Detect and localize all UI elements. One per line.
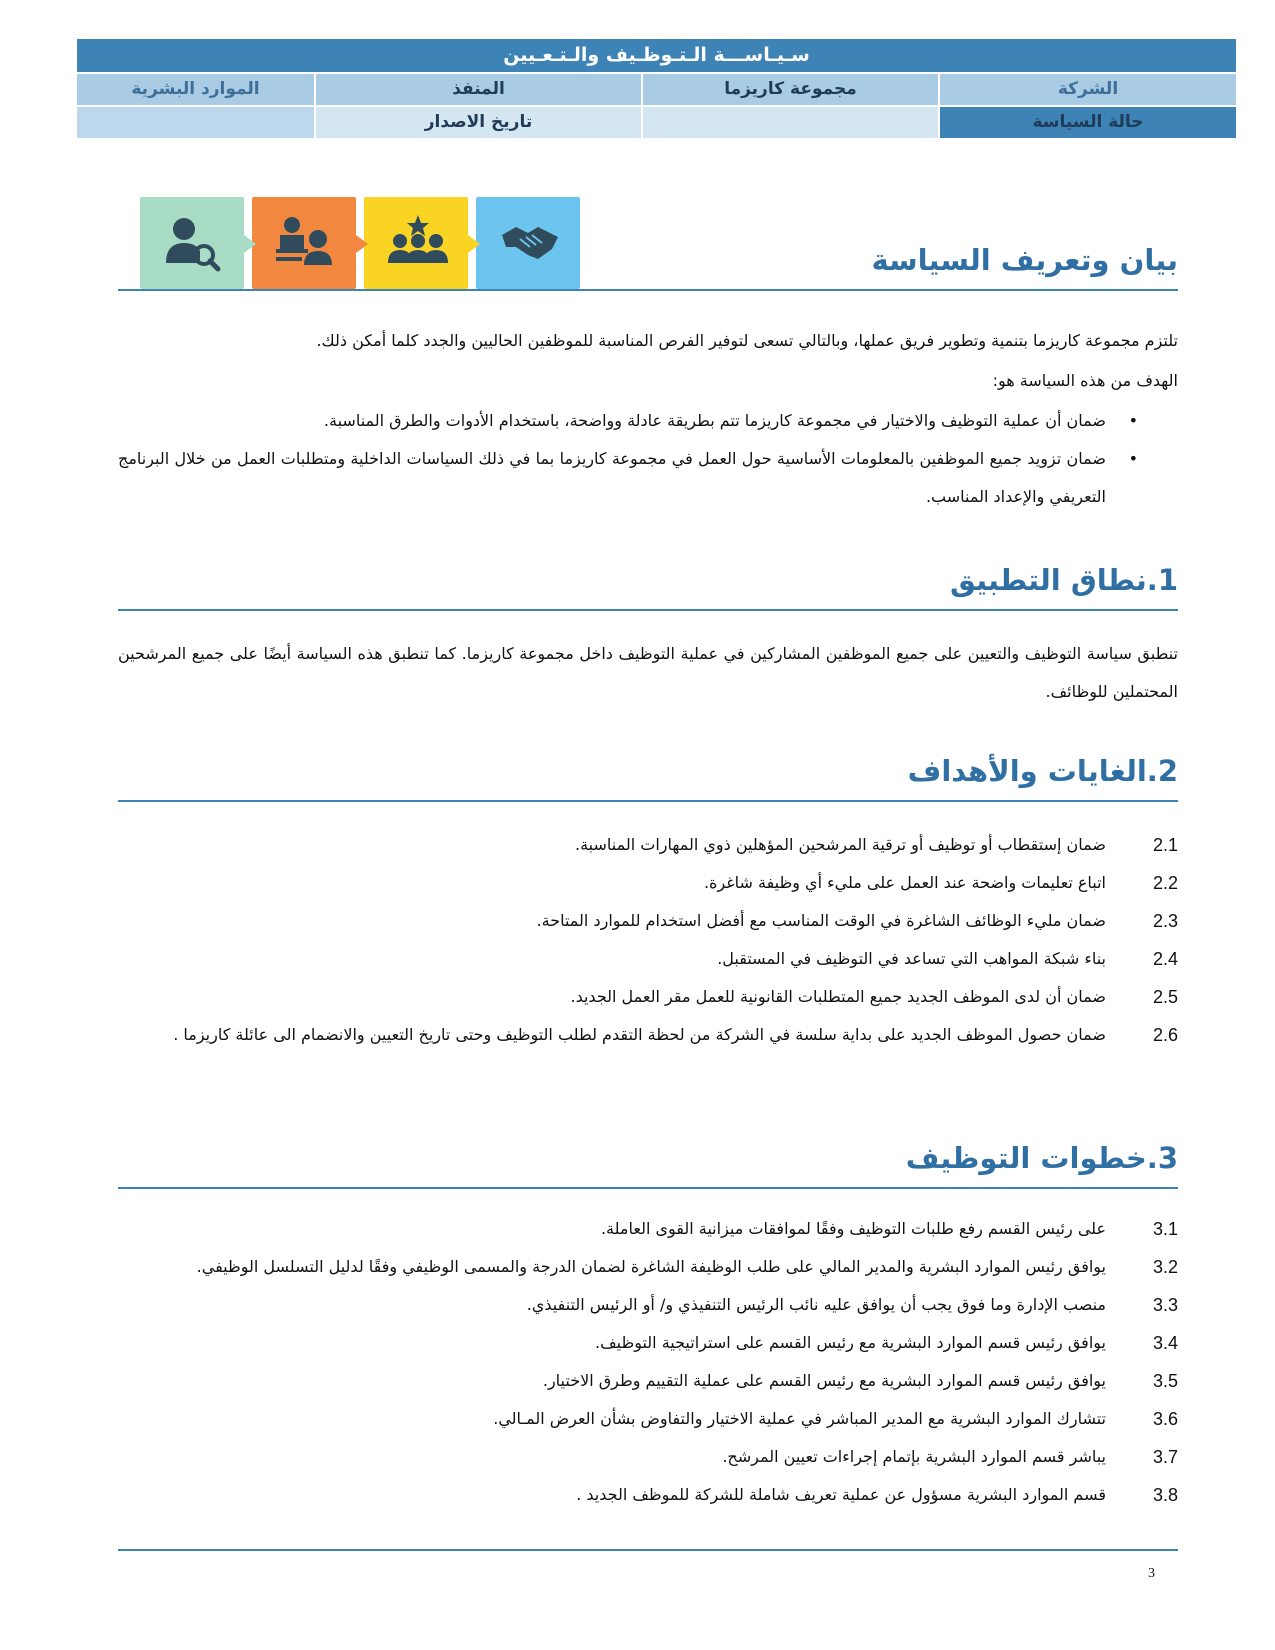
- steps-heading: 3.خطوات التوظيف: [905, 1141, 1178, 1175]
- list-item: • ضمان أن عملية التوظيف والاختيار في مجموعة كاريزما تتم بطريقة عادلة وواضحة، باستخدام الأدوات والطرق المناسبة.: [118, 402, 1178, 440]
- list-item: [118, 1362, 1178, 1400]
- item-number: 2.4: [1152, 949, 1178, 969]
- person-search-icon: [140, 197, 244, 289]
- issue-date-value: [77, 107, 314, 138]
- executor-value: الموارد البشرية: [77, 74, 314, 105]
- list-item: [118, 1286, 1178, 1324]
- item-text: اتباع تعليمات واضحة عند العمل على مليء أي وظيفة شاغرة.: [703, 873, 1106, 892]
- scope-text: تنطبق سياسة التوظيف والتعيين على جميع الموظفين المشاركين في عملية التوظيف داخل مجموعة كاريزما. كما تنطبق هذه السياسة أيضًا على جميع المرشحين المحتملين للوظائف.: [118, 644, 1178, 701]
- executor-label: المنفذ: [316, 74, 641, 105]
- item-number: 3.7: [1152, 1447, 1178, 1467]
- item-text: ضمان إستقطاب أو توظيف أو ترقية المرشحين المؤهلين ذوي المهارات المناسبة.: [575, 835, 1106, 854]
- item-text: ضمان مليء الوظائف الشاغرة في الوقت المناسب مع أفضل استخدام للموارد المتاحة.: [536, 911, 1106, 930]
- list-item: • ضمان تزويد جميع الموظفين بالمعلومات الأساسية حول العمل في مجموعة كاريزما بما في ذلك السياسات الداخلية ومتطلبات العمل من خلال البرنامج التعريفي والإعداد المناسب.: [118, 440, 1178, 516]
- list-item: [118, 1248, 1178, 1286]
- footer-divider: [118, 1549, 1178, 1551]
- list-item: [118, 1210, 1178, 1248]
- header-row-status: [77, 107, 1236, 138]
- goals-heading: 2.الغايات والأهداف: [907, 754, 1178, 788]
- issue-date-label: تاريخ الاصدار: [316, 107, 641, 138]
- list-item: [118, 1476, 1178, 1514]
- team-star-icon: [364, 197, 468, 289]
- item-number: 3.5: [1152, 1371, 1178, 1391]
- presenter-audience-icon: [252, 197, 356, 289]
- item-text: يوافق رئيس الموارد البشرية والمدير المالي على طلب الوظيفة الشاغرة لضمان الدرجة والمسمى الوظيفي وفقًا لدليل التسلسل الوظيفي.: [196, 1257, 1106, 1276]
- section-divider: [118, 289, 1178, 291]
- list-item: [118, 1016, 1178, 1054]
- company-label: الشركة: [940, 74, 1236, 105]
- item-text: يوافق رئيس قسم الموارد البشرية مع رئيس القسم على عملية التقييم وطرق الاختيار.: [542, 1371, 1106, 1390]
- item-text: قسم الموارد البشرية مسؤول عن عملية تعريف شاملة للشركة للموظف الجديد .: [576, 1485, 1106, 1504]
- list-item: [118, 826, 1178, 864]
- goals-list: [118, 826, 1178, 1054]
- item-number: 2.2: [1152, 873, 1178, 893]
- item-text: يباشر قسم الموارد البشرية بإتمام إجراءات تعيين المرشح.: [722, 1447, 1106, 1466]
- status-value: [643, 107, 938, 138]
- scope-heading: 1.نطاق التطبيق: [950, 563, 1178, 597]
- list-item: [118, 940, 1178, 978]
- header-row-company: [77, 74, 1236, 105]
- status-label: حالة السياسة: [940, 107, 1236, 138]
- handshake-icon: [476, 197, 580, 289]
- item-number: 3.8: [1152, 1485, 1178, 1505]
- section-divider: [118, 800, 1178, 802]
- item-number: 2.5: [1152, 987, 1178, 1007]
- item-text: ضمان حصول الموظف الجديد على بداية سلسة في الشركة من لحظة التقدم لطلب التوظيف وحتى تاريخ التعيين والانضمام الى عائلة كاريزما .: [173, 1025, 1106, 1044]
- item-number: 2.1: [1152, 835, 1178, 855]
- list-item: [118, 978, 1178, 1016]
- item-text: على رئيس القسم رفع طلبات التوظيف وفقًا لموافقات ميزانية القوى العاملة.: [600, 1219, 1106, 1238]
- policy-goal-lead: الهدف من هذه السياسة هو:: [992, 371, 1178, 390]
- list-item: [118, 1400, 1178, 1438]
- policy-heading: بيان وتعريف السياسة: [871, 243, 1178, 277]
- list-item: [118, 1324, 1178, 1362]
- item-number: 3.2: [1152, 1257, 1178, 1277]
- company-value: مجموعة كاريزما: [643, 74, 938, 105]
- page-number: 3: [1148, 1566, 1155, 1581]
- list-item: [118, 864, 1178, 902]
- item-text: بناء شبكة المواهب التي تساعد في التوظيف في المستقبل.: [717, 949, 1106, 968]
- item-number: 3.1: [1152, 1219, 1178, 1239]
- item-number: 2.3: [1152, 911, 1178, 931]
- policy-bullets: [118, 402, 1178, 516]
- policy-intro: تلتزم مجموعة كاريزما بتنمية وتطوير فريق عملها، وبالتالي تسعى لتوفير الفرص المناسبة للموظفين الحاليين والجدد كلما أمكن ذلك.: [316, 331, 1178, 350]
- item-number: 2.6: [1152, 1025, 1178, 1045]
- item-number: 3.6: [1152, 1409, 1178, 1429]
- list-item: [118, 902, 1178, 940]
- steps-list: [118, 1210, 1178, 1514]
- section-divider: [118, 1187, 1178, 1189]
- policy-header-table: [77, 39, 1236, 138]
- item-text: يوافق رئيس قسم الموارد البشرية مع رئيس القسم على استراتيجية التوظيف.: [594, 1333, 1106, 1352]
- recruitment-banner: [140, 197, 588, 289]
- list-item: [118, 1438, 1178, 1476]
- item-text: تتشارك الموارد البشرية مع المدير المباشر في عملية الاختيار والتفاوض بشأن العرض المـالي.: [493, 1409, 1106, 1428]
- item-text: ضمان أن لدى الموظف الجديد جميع المتطلبات القانونية للعمل مقر العمل الجديد.: [570, 987, 1106, 1006]
- policy-title: سـيـاســـة الـتـوظـيف والـتـعـيين: [77, 39, 1236, 72]
- item-number: 3.4: [1152, 1333, 1178, 1353]
- section-divider: [118, 609, 1178, 611]
- item-text: منصب الإدارة وما فوق يجب أن يوافق عليه نائب الرئيس التنفيذي و/ أو الرئيس التنفيذي.: [526, 1295, 1106, 1314]
- item-number: 3.3: [1152, 1295, 1178, 1315]
